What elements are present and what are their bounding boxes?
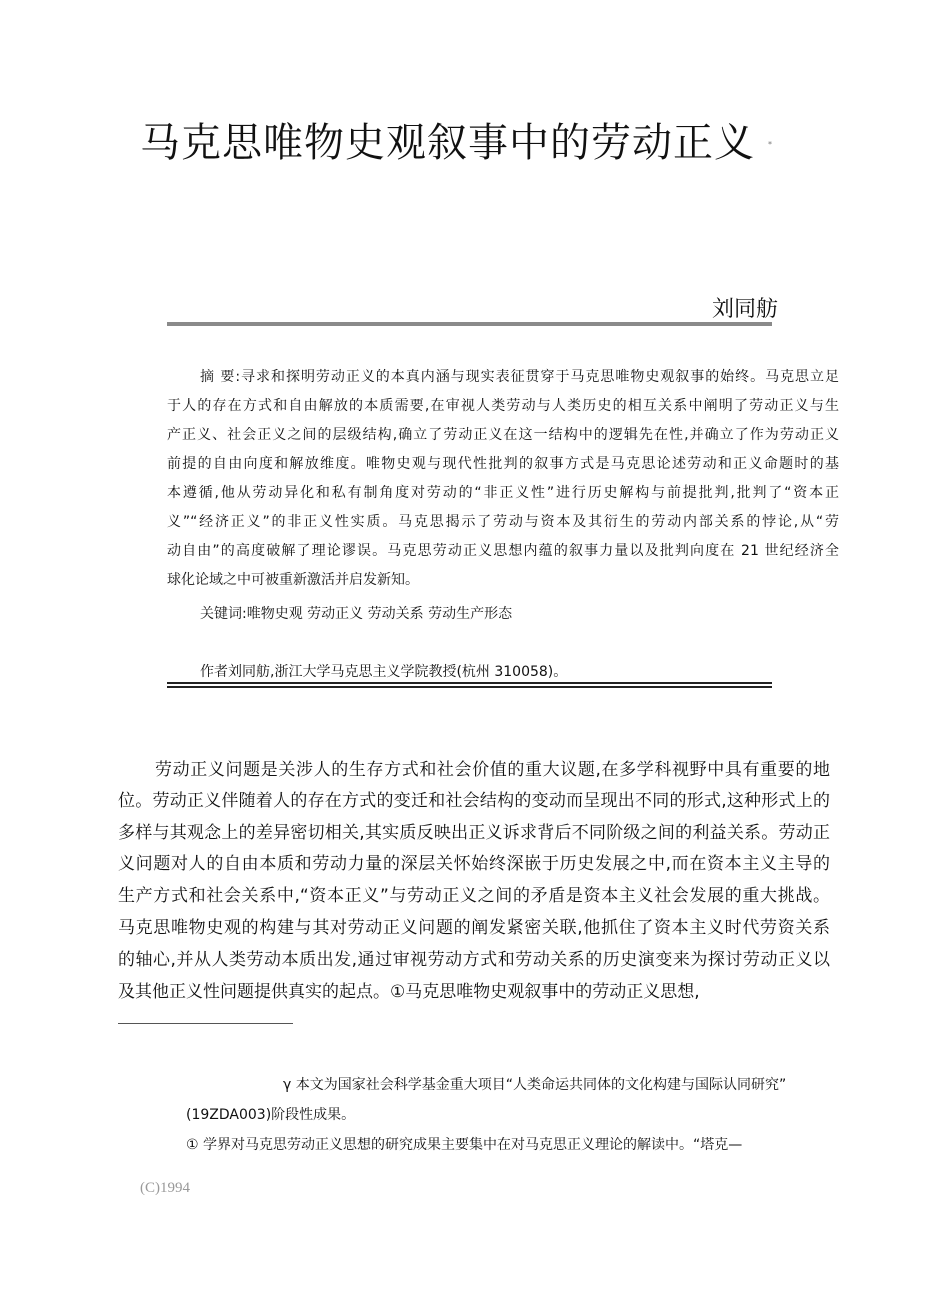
abstract-line: 摘 要:寻求和探明劳动正义的本真内涵与现实表征贯穿于马克思唯物史观叙事的始终。马克思立足 [200, 369, 839, 385]
abstract-line: 本遵循,他从劳动异化和私有制角度对劳动的“非正义性”进行历史解构与前提批判,批判了“资本正 [167, 485, 839, 501]
body-line: 的轴心,并从人类劳动本质出发,通过审视劳动方式和劳动关系的历史演变来为探讨劳动正义以 [118, 950, 830, 970]
body-line: 马克思唯物史观的构建与其对劳动正义问题的阐发紧密关联,他抓住了资本主义时代劳资关系 [118, 918, 830, 938]
keywords: 关键词:唯物史观 劳动正义 劳动关系 劳动生产形态 [200, 606, 513, 622]
author-name: 刘同舫 [712, 297, 779, 322]
article-title: 马克思唯物史观叙事中的劳动正义 [140, 120, 755, 166]
abstract-line: 动自由”的高度破解了理论谬误。马克思劳动正义思想内蕴的叙事力量以及批判向度在 21 世纪经济全 [167, 543, 839, 559]
abstract-line: 球化论域之中可被重新激活并启发新知。 [167, 572, 419, 588]
body-line: 劳动正义问题是关涉人的生存方式和社会价值的重大议题,在多学科视野中具有重要的地 [155, 760, 830, 780]
body-line: 及其他正义性问题提供真实的起点。①马克思唯物史观叙事中的劳动正义思想, [118, 982, 700, 1002]
footnote-funding-line: γ 本文为国家社会科学基金重大项目“人类命运共同体的文化构建与国际认同研究” [283, 1077, 787, 1093]
footnote-1: ① 学界对马克思劳动正义思想的研究成果主要集中在对马克思正义理论的解读中。“塔克— [186, 1137, 743, 1153]
footnote-separator [118, 1023, 293, 1024]
body-line: 多样与其观念上的差异密切相关,其实质反映出正义诉求背后不同阶级之间的利益关系。劳动正 [118, 823, 830, 843]
abstract-line: 前提的自由向度和解放维度。唯物史观与现代性批判的叙事方式是马克思论述劳动和正义命题时的基 [167, 456, 839, 472]
footnote-funding-line: (19ZDA003)阶段性成果。 [186, 1107, 356, 1123]
abstract-line: 产正义、社会正义之间的层级结构,确立了劳动正义在这一结构中的逻辑先在性,并确立了作为劳动正义 [167, 427, 839, 443]
abstract-double-rule [167, 682, 772, 688]
copyright-watermark: (C)1994 [140, 1180, 190, 1196]
body-line: 位。劳动正义伴随着人的存在方式的变迁和社会结构的变动而呈现出不同的形式,这种形式上的 [118, 791, 830, 811]
abstract-line: 义”“经济正义”的非正义性实质。马克思揭示了劳动与资本及其衍生的劳动内部关系的悖论,从“劳 [167, 514, 839, 530]
title-footnote-mark[interactable]: * [768, 140, 772, 149]
author-affiliation: 作者刘同舫,浙江大学马克思主义学院教授(杭州 310058)。 [200, 664, 568, 680]
body-line: 生产方式和社会关系中,“资本正义”与劳动正义之间的矛盾是资本主义社会发展的重大挑战。 [118, 886, 830, 906]
header-rule [167, 322, 772, 326]
body-line: 义问题对人的自由本质和劳动力量的深层关怀始终深嵌于历史发展之中,而在资本主义主导的 [118, 854, 830, 874]
abstract-line: 于人的存在方式和自由解放的本质需要,在审视人类劳动与人类历史的相互关系中阐明了劳动正义与生 [167, 398, 839, 414]
